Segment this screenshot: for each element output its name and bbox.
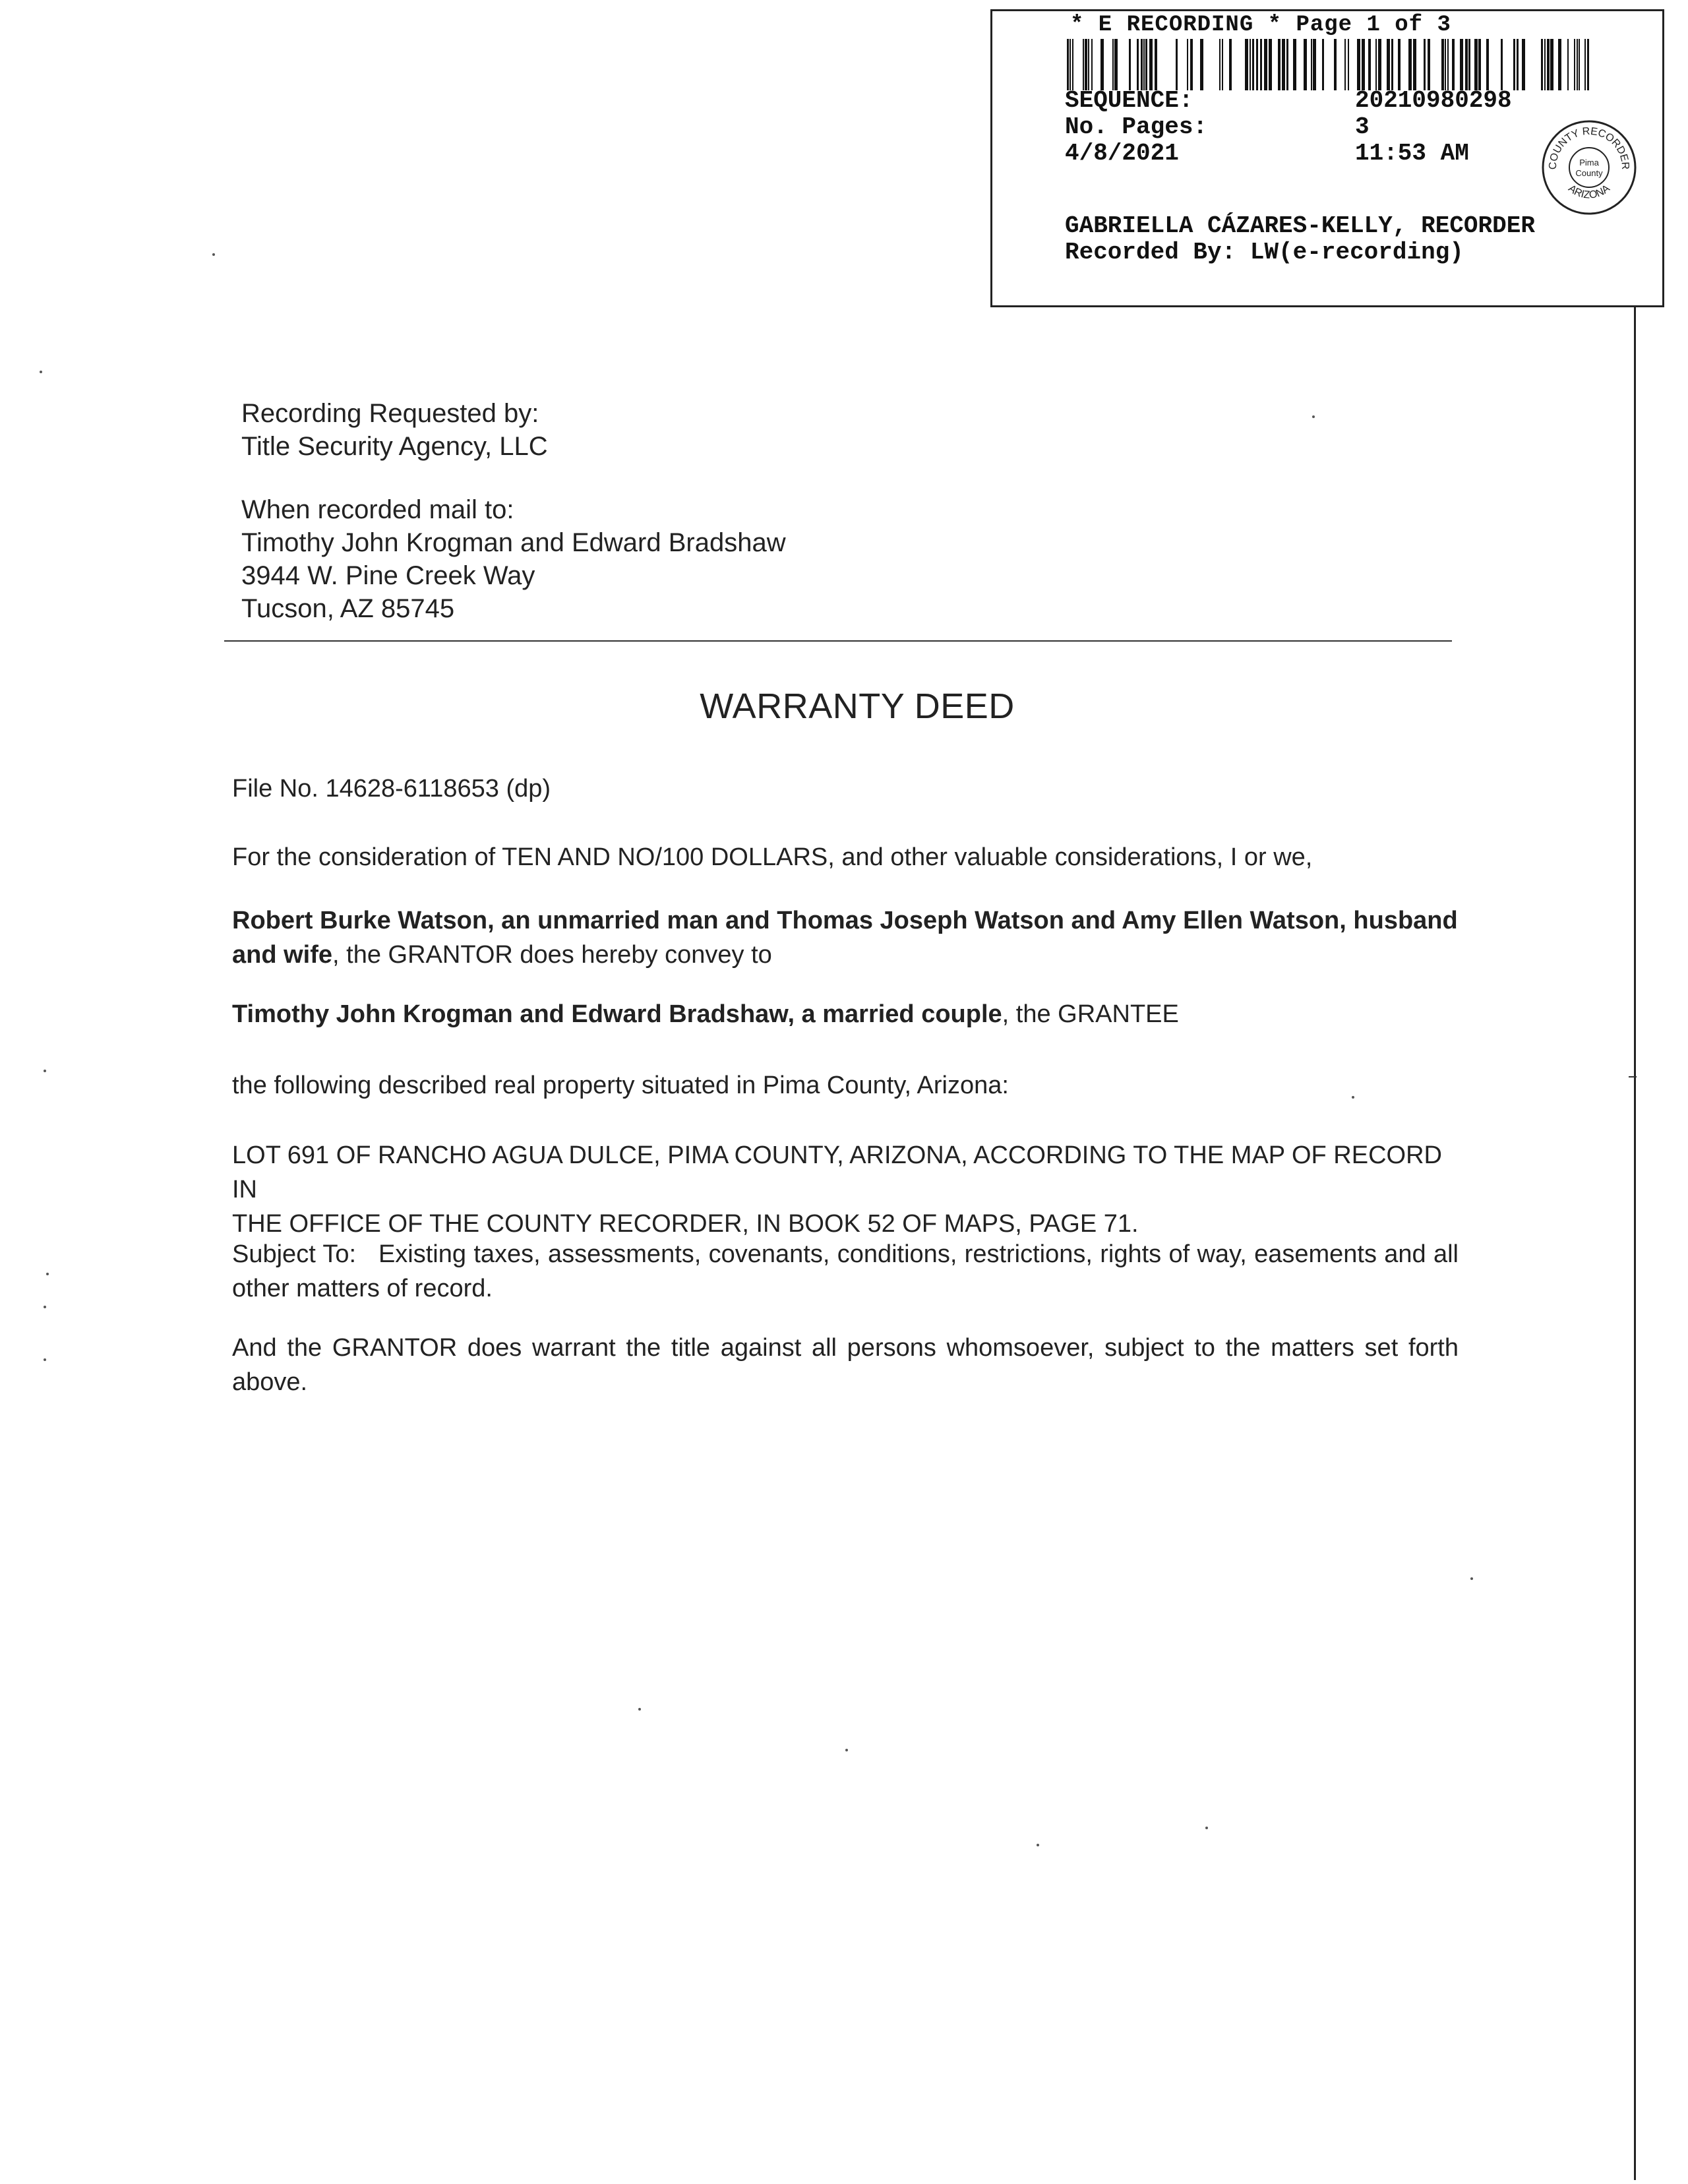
barcode-bar bbox=[1100, 39, 1104, 90]
barcode-bar bbox=[1544, 39, 1546, 90]
seal-top-text: COUNTY RECORDER bbox=[1547, 125, 1631, 170]
barcode-bar bbox=[1155, 39, 1157, 90]
barcode-bar bbox=[1465, 39, 1468, 90]
barcode-bar bbox=[1260, 39, 1262, 90]
barcode-bar bbox=[1313, 39, 1316, 90]
barcode-bar bbox=[1278, 39, 1281, 90]
barcode-bar bbox=[1145, 39, 1147, 90]
barcode-bar bbox=[1541, 39, 1543, 90]
seal-center-line1: Pima bbox=[1579, 158, 1599, 167]
recorded-by: Recorded By: LW(e-recording) bbox=[1065, 239, 1464, 266]
grantee-tail: , the GRANTEE bbox=[1002, 1000, 1179, 1028]
barcode-bar bbox=[1517, 39, 1519, 90]
consideration-clause: For the consideration of TEN AND NO/100 DOLLARS, and other valuable considerations, I or we, bbox=[232, 843, 1313, 871]
barcode-bar bbox=[1282, 39, 1285, 90]
barcode-bar bbox=[1250, 39, 1251, 90]
barcode-bar bbox=[1413, 39, 1416, 90]
grantor-tail: , the GRANTOR does hereby convey to bbox=[332, 941, 772, 969]
barcode-bar bbox=[1176, 39, 1178, 90]
pages-label: No. Pages: bbox=[1065, 113, 1208, 140]
barcode-bar bbox=[1577, 39, 1578, 90]
seal-center-line2: County bbox=[1575, 168, 1603, 178]
scan-speck bbox=[46, 1273, 49, 1275]
barcode-bar bbox=[1474, 39, 1478, 90]
pages-value: 3 bbox=[1355, 113, 1370, 140]
recorder-name: GABRIELLA CÁZARES-KELLY, RECORDER bbox=[1065, 212, 1535, 239]
barcode-bar bbox=[1091, 39, 1093, 90]
barcode-bar bbox=[1567, 39, 1569, 90]
barcode-bar bbox=[1112, 39, 1114, 90]
barcode-bar bbox=[1478, 39, 1481, 90]
barcode-bar bbox=[1200, 39, 1203, 90]
barcode-bar bbox=[1348, 39, 1349, 90]
scan-speck bbox=[44, 1358, 46, 1361]
sequence-label: SEQUENCE: bbox=[1065, 87, 1193, 114]
barcode-bar bbox=[1334, 39, 1337, 90]
barcode-bar bbox=[1222, 39, 1223, 90]
barcode-bar bbox=[1083, 39, 1084, 90]
barcode-bar bbox=[1574, 39, 1575, 90]
barcode-bar bbox=[1441, 39, 1444, 90]
barcode-icon bbox=[1067, 39, 1594, 90]
barcode-bar bbox=[1219, 39, 1221, 90]
barcode-bar bbox=[1584, 39, 1586, 90]
warranty-clause: And the GRANTOR does warrant the title against all persons whomsoever, subject to the matters set forth above. bbox=[232, 1334, 1459, 1396]
barcode-bar bbox=[1141, 39, 1143, 90]
barcode-bar bbox=[1252, 39, 1254, 90]
legal-line-1: LOT 691 OF RANCHO AGUA DULCE, PIMA COUNTY, ARIZONA, ACCORDING TO THE MAP OF RECORD IN bbox=[232, 1141, 1442, 1203]
barcode-bar bbox=[1368, 39, 1371, 90]
barcode-bar bbox=[1558, 39, 1561, 90]
barcode-bar bbox=[1149, 39, 1153, 90]
barcode-bar bbox=[1187, 39, 1188, 90]
barcode-bar bbox=[1362, 39, 1365, 90]
barcode-bar bbox=[1322, 39, 1324, 90]
barcode-bar bbox=[1408, 39, 1412, 90]
barcode-bar bbox=[1269, 39, 1272, 90]
scan-speck bbox=[1037, 1844, 1039, 1846]
barcode-bar bbox=[1550, 39, 1553, 90]
mail-to-street: 3944 W. Pine Creek Way bbox=[241, 561, 535, 590]
barcode-bar bbox=[1137, 39, 1139, 90]
record-date: 4/8/2021 bbox=[1065, 140, 1179, 167]
barcode-bar bbox=[1547, 39, 1550, 90]
barcode-bar bbox=[1070, 39, 1071, 90]
barcode-bar bbox=[1311, 39, 1312, 90]
record-time: 11:53 AM bbox=[1355, 140, 1469, 167]
barcode-bar bbox=[1143, 39, 1145, 90]
seal-bottom-text: ARIZONA bbox=[1566, 183, 1612, 201]
barcode-bar bbox=[1293, 39, 1296, 90]
grantee-clause bbox=[232, 997, 1472, 1031]
barcode-bar bbox=[1501, 39, 1503, 90]
scan-speck bbox=[638, 1708, 641, 1711]
barcode-bar bbox=[1513, 39, 1515, 90]
barcode-bar bbox=[1445, 39, 1446, 90]
barcode-bar bbox=[1452, 39, 1455, 90]
barcode-bar bbox=[1486, 39, 1489, 90]
scan-speck bbox=[1312, 415, 1315, 418]
grantor-names: Robert Burke Watson, an unmarried man and Thomas Joseph Watson and Amy Ellen Watson, husband and wife bbox=[232, 907, 1458, 969]
margin-tick bbox=[1629, 1076, 1637, 1077]
barcode-bar bbox=[1460, 39, 1463, 90]
recording-stamp bbox=[990, 9, 1664, 307]
mail-to-label: When recorded mail to: bbox=[241, 495, 514, 524]
subject-to-clause: Subject To: Existing taxes, assessments, covenants, conditions, restrictions, rights of way, easements and all other matters of record. bbox=[232, 1240, 1466, 1302]
barcode-bar bbox=[1190, 39, 1193, 90]
mail-to-city: Tucson, AZ 85745 bbox=[241, 594, 455, 623]
barcode-bar bbox=[1398, 39, 1401, 90]
legal-description bbox=[232, 1138, 1472, 1241]
barcode-bar bbox=[1391, 39, 1393, 90]
scan-speck bbox=[212, 253, 215, 256]
grantor-clause bbox=[232, 903, 1459, 972]
barcode-bar bbox=[1088, 39, 1089, 90]
recording-requested-block bbox=[241, 397, 548, 463]
scan-speck bbox=[845, 1749, 848, 1751]
scan-speck bbox=[40, 371, 42, 373]
barcode-bar bbox=[1072, 39, 1073, 90]
barcode-bar bbox=[1304, 39, 1307, 90]
barcode-bar bbox=[1245, 39, 1248, 90]
county-recorder-seal-icon bbox=[1540, 118, 1639, 217]
sequence-value: 20210980298 bbox=[1355, 87, 1512, 114]
barcode-bar bbox=[1375, 39, 1377, 90]
barcode-bar bbox=[1067, 39, 1069, 90]
legal-line-2: THE OFFICE OF THE COUNTY RECORDER, IN BOOK 52 OF MAPS, PAGE 71. bbox=[232, 1210, 1139, 1238]
barcode-bar bbox=[1587, 39, 1589, 90]
scan-speck bbox=[1470, 1577, 1473, 1580]
barcode-bar bbox=[1264, 39, 1267, 90]
file-number: File No. 14628-6118653 (dp) bbox=[232, 775, 551, 803]
barcode-bar bbox=[1344, 39, 1346, 90]
header-divider bbox=[224, 640, 1452, 642]
grantee-names: Timothy John Krogman and Edward Bradshaw, a married couple bbox=[232, 1000, 1002, 1028]
mail-to-names: Timothy John Krogman and Edward Bradshaw bbox=[241, 528, 786, 557]
barcode-bar bbox=[1387, 39, 1390, 90]
stamp-header: * E RECORDING * Page 1 of 3 bbox=[1070, 13, 1451, 38]
barcode-bar bbox=[1085, 39, 1087, 90]
barcode-bar bbox=[1378, 39, 1381, 90]
property-intro: the following described real property situated in Pima County, Arizona: bbox=[232, 1072, 1009, 1099]
barcode-bar bbox=[1129, 39, 1131, 90]
barcode-bar bbox=[1114, 39, 1118, 90]
barcode-bar bbox=[1447, 39, 1449, 90]
scan-speck bbox=[44, 1306, 46, 1308]
barcode-bar bbox=[1424, 39, 1426, 90]
barcode-bar bbox=[1256, 39, 1258, 90]
document-title: WARRANTY DEED bbox=[700, 686, 1015, 726]
requested-name: Title Security Agency, LLC bbox=[241, 432, 548, 461]
scan-speck bbox=[44, 1070, 46, 1072]
barcode-bar bbox=[1468, 39, 1470, 90]
barcode-bar bbox=[1428, 39, 1430, 90]
barcode-bar bbox=[1522, 39, 1525, 90]
right-margin-rule bbox=[1634, 307, 1636, 2180]
barcode-bar bbox=[1579, 39, 1580, 90]
scan-speck bbox=[1352, 1096, 1354, 1099]
barcode-bar bbox=[1357, 39, 1360, 90]
scan-speck bbox=[1205, 1827, 1208, 1829]
barcode-bar bbox=[1229, 39, 1232, 90]
requested-label: Recording Requested by: bbox=[241, 399, 539, 428]
svg-text:ARIZONA bbox=[1566, 183, 1612, 201]
mail-to-block bbox=[241, 493, 786, 625]
barcode-bar bbox=[1286, 39, 1288, 90]
